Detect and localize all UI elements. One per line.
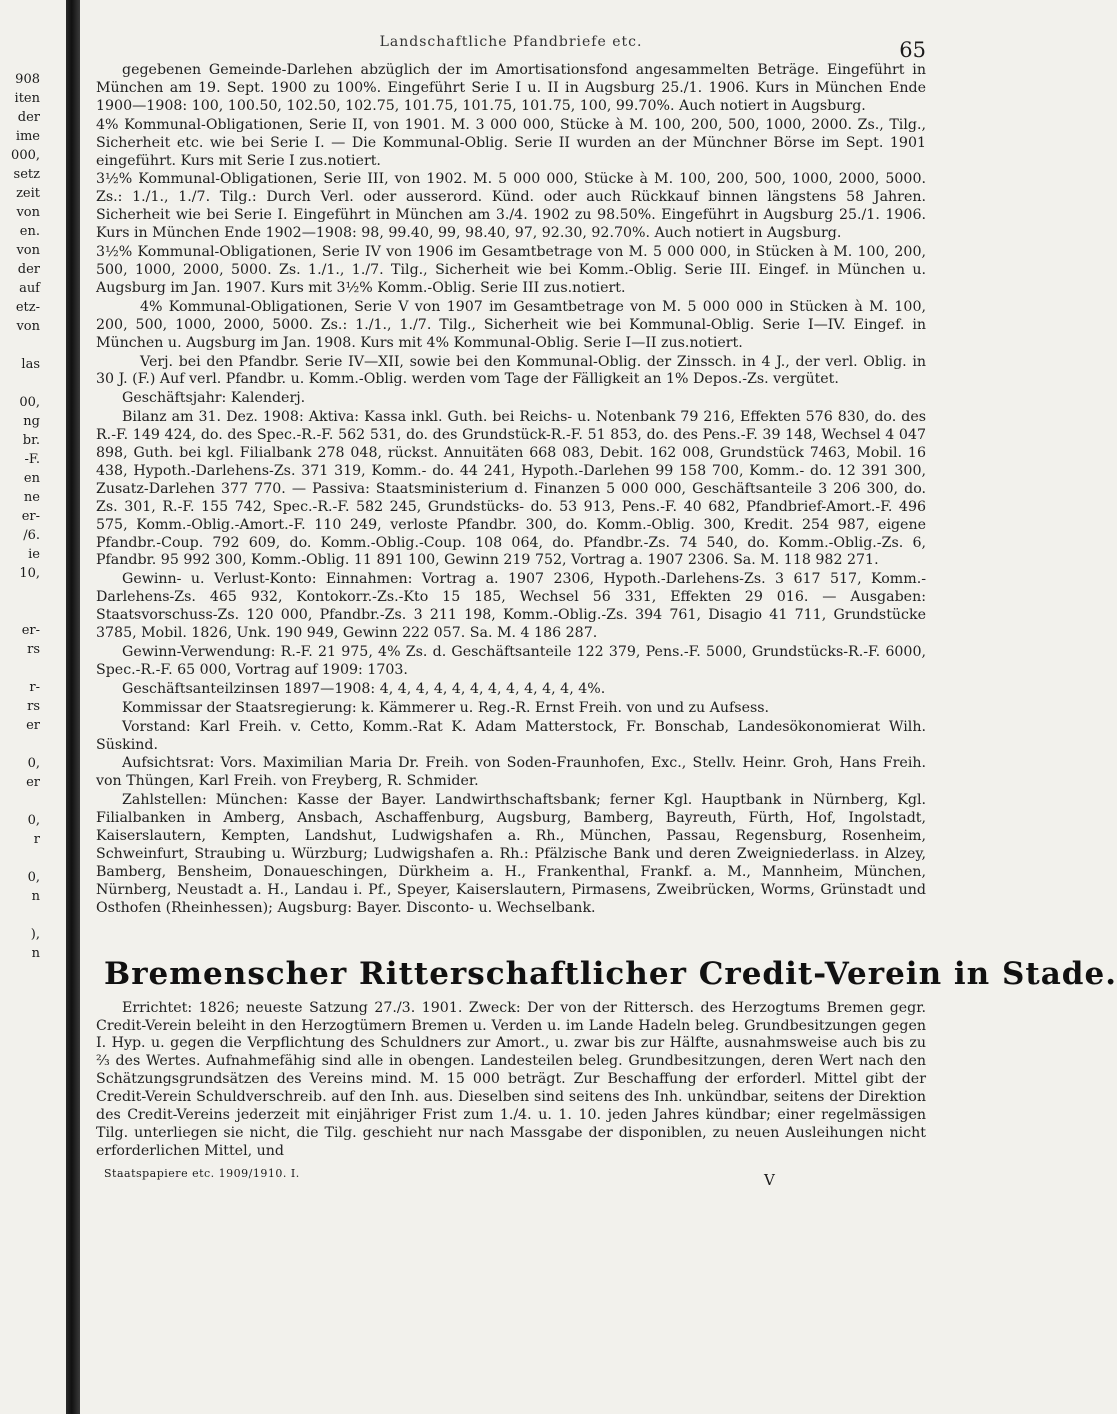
edge-line: n xyxy=(31,889,40,904)
edge-line: r xyxy=(33,832,40,847)
section-body xyxy=(96,1000,926,1161)
paragraph: 3½% Kommunal-Obligationen, Serie IV von 1906 im Gesamtbetrage von M. 5 000 000, in Stücken à M. 100, 200, 500, 1000, 2000, 5000. Zs. 1./1., 1./7. Tilg., Sicherheit wie bei Komm.-Oblig. Serie III. Eingef. in München u. Augsburg im Jan. 1907. Kurs mit 3½% Komm.-Oblig. Serie III zus.notiert. xyxy=(96,244,926,296)
edge-line: n xyxy=(31,946,40,961)
edge-line: von xyxy=(16,243,40,258)
edge-line xyxy=(0,906,40,925)
paragraph: Kommissar der Staatsregierung: k. Kämmerer u. Reg.-R. Ernst Freih. von und zu Aufsess. xyxy=(122,699,770,716)
paragraph: Errichtet: 1826; neueste Satzung 27./3. 1901. Zweck: Der von der Rittersch. des Herzogtums Bremen gegr. Credit-Verein beleiht in den Herzogtümern Bremen u. Verden u. im Lande Hadeln beleg. Grundbesitzungen gegen I. Hyp. u. gegen die Verpflichtung des Schuldners zur Amort., u. zwar bis zur Hälfte, ausnahmsweise auch bis zu ⅔ des Wertes. Aufnahmefähig sind alle in obengen. Landesteilen beleg. Grundbesitzungen, deren Wert nach den Schätzungsgrundsätzen des Vereins mind. M. 15 000 beträgt. Zur Beschaffung der erforderl. Mittel gibt der Credit-Verein Schuldverschreib. auf den Inh. aus. Dieselben sind seitens des Inh. unkündbar, seitens der Direktion des Credit-Vereins jederzeit mit einjähriger Frist zum 1./4. u. 1. 10. jeden Jahres kündbar; einer regelmässigen Tilg. unterliegen sie nicht, die Tilg. geschieht nur nach Massgabe der disponiblen, zu neuen Ausleihungen nicht erforderlichen Mittel, und xyxy=(96,999,926,1159)
edge-line: en. xyxy=(19,224,40,239)
edge-line: rs xyxy=(27,642,40,657)
page-number: 65 xyxy=(899,38,926,62)
edge-line: ne xyxy=(23,490,40,505)
paragraph: 3½% Kommunal-Obligationen, Serie III, von 1902. M. 5 000 000, Stücke à M. 100, 200, 500, 1000, 2000, 5000. Zs.: 1./1., 1./7. Tilg.: Durch Verl. oder ausserord. Künd. oder auch Rückkauf binnen längstens 58 Jahren. Sicherheit wie bei Serie I. Eingeführt in München am 3./4. 1902 zu 98.50%. Eingeführt in Augsburg 25./1. 1906. Kurs in München Ende 1902—1908: 98, 99.40, 99, 98.40, 97, 92.30, 92.70%. Auch notiert in Augsburg. xyxy=(96,171,926,242)
edge-line: von xyxy=(16,205,40,220)
paragraph: Geschäftsanteilzinsen 1897—1908: 4, 4, 4, 4, 4, 4, 4, 4, 4, 4, 4, 4%. xyxy=(122,680,606,697)
edge-line xyxy=(0,583,40,602)
page-header xyxy=(96,22,926,62)
paragraph: Gewinn- u. Verlust-Konto: Einnahmen: Vortrag a. 1907 2306, Hypoth.-Darlehens-Zs. 3 617 517, Komm.-Darlehens-Zs. 465 932, Kontokorr.-Zs.-Kto 15 185, Wechsel 56 331, Effekten 29 016. — Ausgaben: Staatsvorschuss-Zs. 120 000, Pfandbr.-Zs. 3 211 198, Komm.-Oblig.-Zs. 394 761, Disagio 41 711, Grundstücke 3785, Mobil. 1826, Unk. 190 949, Gewinn 222 057. Sa. M. 4 186 287. xyxy=(96,571,926,642)
edge-line: er xyxy=(26,775,40,790)
document-page xyxy=(96,22,1117,1195)
section-title: Bremenscher Ritterschaftlicher Credit-Verein in Stade. xyxy=(104,955,1117,992)
paragraph: Bilanz am 31. Dez. 1908: Aktiva: Kassa inkl. Guth. bei Reichs- u. Notenbank 79 216, Effekten 576 830, do. des R.-F. 149 424, do. des Spec.-R.-F. 562 531, do. des Grundstück-R.-F. 51 853, do. des Pens.-F. 39 148, Wechsel 4 047 898, Guth. bei kgl. Filialbank 278 048, rückst. Annuitäten 668 083, Debit. 162 008, Grundstück 7463, Mobil. 16 438, Hypoth.-Darlehens-Zs. 371 319, Komm.- do. 44 241, Hypoth.-Darlehen 99 158 700, Komm.- do. 12 391 300, Zusatz-Darlehen 377 770. — Passiva: Staatsministerium d. Finanzen 5 000 000, Geschäftsanteile 3 206 300, do. Zs. 301, R.-F. 155 742, Spec.-R.-F. 582 245, Grundstücks- do. 53 913, Pens.-F. 40 682, Pfandbrief-Amort.-F. 496 575, Komm.-Oblig.-Amort.-F. 110 249, verloste Pfandbr. 300, do. Komm.-Oblig. 300, Kredit. 254 987, eigene Pfandbr.-Coup. 792 609, do. Komm.-Oblig.-Coup. 108 064, do. Pfandbr.-Zs. 74 540, do. Komm.-Oblig.-Zs. 6, Pfandbr. 95 992 300, Komm.-Oblig. 11 891 100, Gewinn 219 752, Vortrag a. 1907 2306. Sa. M. 118 982 271. xyxy=(96,409,926,569)
edge-line: -F. xyxy=(24,452,40,467)
edge-line: 0, xyxy=(27,813,40,828)
edge-line: 00, xyxy=(19,395,40,410)
signature-mark: V xyxy=(764,1170,775,1189)
edge-line: 000, xyxy=(11,148,40,163)
body-text xyxy=(96,62,926,918)
book-binding-shadow xyxy=(66,0,80,1414)
edge-line: setz xyxy=(13,167,40,182)
paragraph: Geschäftsjahr: Kalenderj. xyxy=(122,390,306,407)
edge-line: 0, xyxy=(27,756,40,771)
edge-line: zeit xyxy=(16,186,40,201)
footnote: Staatspapiere etc. 1909/1910. I. xyxy=(104,1166,300,1180)
edge-line: r- xyxy=(29,680,40,695)
edge-line: 10, xyxy=(19,566,40,581)
edge-line: rs xyxy=(27,699,40,714)
edge-line: ime xyxy=(15,129,40,144)
paragraph: gegebenen Gemeinde-Darlehen abzüglich der im Amortisationsfond angesammelten Beträge. Eingeführt in München am 19. Sept. 1900 zu 100%. Eingeführt Serie I u. II in Augsburg 25./1. 1906. Kurs in München Ende 1900—1908: 100, 100.50, 102.50, 102.75, 101.75, 101.75, 101.75, 100, 99.70%. Auch notiert in Augsburg. xyxy=(96,62,926,114)
edge-line: er- xyxy=(21,509,40,524)
paragraph: Aufsichtsrat: Vors. Maximilian Maria Dr. Freih. von Soden-Fraunhofen, Exc., Stellv. Heinr. Groh, Hans Freih. von Thüngen, Karl Freih. von Freyberg, R. Schmider. xyxy=(96,755,926,790)
edge-line: auf xyxy=(19,281,40,296)
edge-line xyxy=(0,659,40,678)
edge-line: er xyxy=(26,718,40,733)
page-footer xyxy=(96,1165,926,1195)
edge-line: br. xyxy=(22,433,40,448)
paragraph: Vorstand: Karl Freih. v. Cetto, Komm.-Rat K. Adam Matterstock, Fr. Bonschab, Landesökonomierat Wilh. Süskind. xyxy=(96,718,926,753)
edge-line: en xyxy=(23,471,40,486)
paragraph: Verj. bei den Pfandbr. Serie IV—XII, sowie bei den Kommunal-Oblig. der Zinssch. in 4 J., der verl. Oblig. in 30 J. (F.) Auf verl. Pfandbr. u. Komm.-Oblig. werden vom Tage der Fälligkeit an 1% Depos.-Zs. vergütet. xyxy=(96,353,926,388)
edge-line: er- xyxy=(21,623,40,638)
edge-line xyxy=(0,336,40,355)
edge-line xyxy=(0,849,40,868)
edge-line: der xyxy=(17,110,40,125)
edge-line: las xyxy=(21,357,40,372)
edge-line xyxy=(0,602,40,621)
edge-line xyxy=(0,374,40,393)
edge-line: /6. xyxy=(23,528,40,543)
edge-line: ie xyxy=(28,547,40,562)
edge-line: etz- xyxy=(15,300,40,315)
running-head: Landschaftliche Pfandbriefe etc. xyxy=(379,34,643,50)
paragraph: Gewinn-Verwendung: R.-F. 21 975, 4% Zs. d. Geschäftsanteile 122 379, Pens.-F. 5000, Grundstücks-R.-F. 6000, Spec.-R.-F. 65 000, Vortrag auf 1909: 1703. xyxy=(96,644,926,678)
edge-line: 908 xyxy=(15,72,40,87)
paragraph: 4% Kommunal-Obligationen, Serie II, von 1901. M. 3 000 000, Stücke à M. 100, 200, 500, 1000, 2000. Zs., Tilg., Sicherheit etc. wie bei Serie I. — Die Kommunal-Oblig. Serie II wurden an der Münchner Börse im Sept. 1901 eingeführt. Kurs mit Serie I zus.notiert. xyxy=(96,116,926,169)
left-page-edge-text xyxy=(0,70,40,963)
paragraph: 4% Kommunal-Obligationen, Serie V von 1907 im Gesamtbetrage von M. 5 000 000 in Stücken à M. 100, 200, 500, 1000, 2000, 5000. Zs.: 1./1., 1./7. Tilg., Sicherheit wie bei Kommunal-Oblig. Serie I—IV. Eingef. in München u. Augsburg im Jan. 1908. Kurs mit 4% Kommunal-Oblig. Serie I—II zus.notiert. xyxy=(96,298,926,351)
edge-line: ), xyxy=(30,927,40,942)
edge-line: ng xyxy=(23,414,40,429)
edge-line xyxy=(0,792,40,811)
edge-line: der xyxy=(17,262,40,277)
edge-line: von xyxy=(16,319,40,334)
edge-line: 0, xyxy=(27,870,40,885)
edge-line xyxy=(0,735,40,754)
edge-line: iten xyxy=(14,91,40,106)
paragraph: Zahlstellen: München: Kasse der Bayer. Landwirthschaftsbank; ferner Kgl. Hauptbank in Nürnberg, Kgl. Filialbanken in Amberg, Ansbach, Aschaffenburg, Augsburg, Bamberg, Bayreuth, Fürth, Hof, Ingolstadt, Kaiserslautern, Kempten, Landshut, Ludwigshafen a. Rh., München, Passau, Regensburg, Rosenheim, Schweinfurt, Straubing u. Würzburg; Ludwigshafen a. Rh.: Pfälzische Bank und deren Zweigniederlass. in Alzey, Bamberg, Bensheim, Donaueschingen, Dürkheim a. H., Frankenthal, Frankf. a. M., Mannheim, München, Nürnberg, Neustadt a. H., Landau i. Pf., Speyer, Kaiserslautern, Pirmasens, Zweibrücken, Worms, Grünstadt und Osthofen (Rheinhessen); Augsburg: Bayer. Disconto- u. Wechselbank. xyxy=(96,792,926,916)
